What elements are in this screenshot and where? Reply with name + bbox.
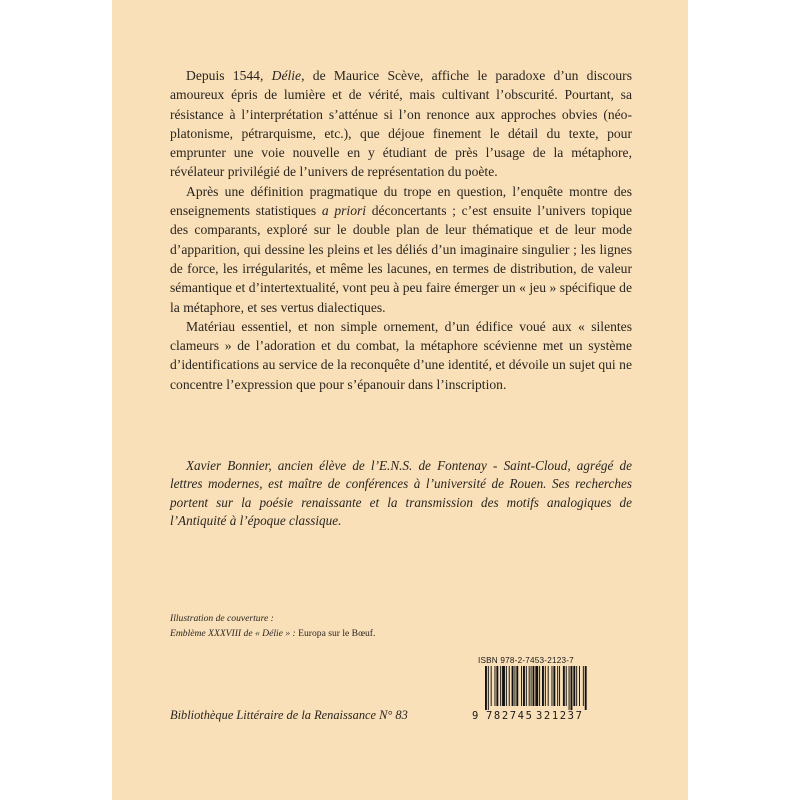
barcode-bar [535, 666, 538, 706]
abstract-paragraph-2: Après une définition pragmatique du trope en question, l’enquête montre des enseignements statistiques a priori déconcertants ; c’est ensuite l’univers topique des comparants, exploré sur le double plan de leur thématique et de leur mode d’apparition, qui dessine les pleins et les déliés d’un imaginaire singulier ; les lignes de force, les irrégularités, et même les lacunes, en termes de distribution, de valeur sémantique et d’intertextualité, vont peu à peu faire émerger un « jeu » spécifique de la métaphore, et ses vertus dialectiques. [170, 183, 632, 315]
cover-illustration-credit [170, 611, 490, 641]
barcode-bar [516, 666, 518, 706]
barcode-bar [542, 666, 544, 706]
series-title: Bibliothèque Littéraire de la Renaissance N° 83 [170, 708, 408, 722]
abstract-paragraph-1: Depuis 1544, Délie, de Maurice Scève, affiche le paradoxe d’un discours amoureux épris de lumière et de vérité, mais cultivant l’obscurité. Pourtant, sa résistance à l’interprétation s’atténue si l’on renonce aux approches obvies (néo-platonisme, pétrarquisme, etc.), que déjoue finement le détail du texte, pour emprunter une voie nouvelle en y étudiant de près l’usage de la métaphore, révélateur privilégié de l’univers de représentation du poète. [170, 68, 632, 180]
barcode-bar [502, 666, 505, 706]
barcode-bar [526, 666, 527, 706]
barcode-bar [566, 666, 567, 706]
barcode-bar [583, 666, 584, 706]
barcode-bar [531, 666, 532, 706]
illustration-heading: Illustration de couverture : [170, 613, 274, 624]
barcode-bar [512, 666, 514, 706]
barcode-bar [509, 666, 510, 706]
barcode-bar [529, 666, 530, 706]
a-priori-phrase: a priori [321, 203, 367, 219]
barcode-bar [485, 666, 487, 710]
barcode-bar [585, 666, 587, 710]
barcode-bar [552, 666, 553, 706]
barcode-bar [563, 666, 565, 706]
barcode-bar [553, 666, 555, 706]
barcode-bar [500, 666, 501, 706]
author-bio: Xavier Bonnier, ancien élève de l’E.N.S. de Fontenay - Saint-Cloud, agrégé de lettres modernes, est maître de conférences à l’université de Rouen. Ses recherches portent sur la poésie renaissante et la transmission des motifs analogiques de l’Antiquité à l’époque classique. [170, 458, 632, 529]
barcode-bar [533, 666, 535, 706]
barcode-bar [514, 666, 515, 706]
barcode-bar [573, 666, 575, 706]
book-abstract [170, 66, 632, 394]
barcode-bar [545, 666, 546, 706]
barcode-first-digit: 9 [472, 710, 479, 722]
barcode-bar [557, 666, 558, 706]
barcode [475, 666, 591, 712]
barcode-bar [576, 666, 577, 706]
barcode-bar [559, 666, 560, 706]
book-title-delie: Délie [271, 68, 302, 83]
barcode-bar [496, 666, 498, 706]
barcode-bar [571, 666, 573, 710]
barcode-bar [569, 666, 570, 710]
barcode-bar [521, 666, 522, 706]
barcode-digits-left: 782745 [486, 710, 534, 722]
abstract-paragraph-3: Matériau essentiel, et non simple ornement, d’un édifice voué aux « silentes clameurs » de l’adoration et du combat, la métaphore scévienne met un système d’identifications au service de la reconquête d’une identité, et dévoile un sujet qui ne concentre l’expression que pour s’épanouir dans l’inscription. [170, 318, 632, 392]
barcode-bar [488, 666, 489, 710]
barcode-bar [539, 666, 540, 706]
barcode-bar [506, 666, 507, 706]
barcode-bar [491, 666, 492, 706]
barcode-bar [495, 666, 496, 706]
barcode-bar [548, 666, 549, 706]
barcode-bar [523, 666, 525, 706]
barcode-bar [579, 666, 580, 706]
isbn-label: ISBN 978-2-7453-2123-7 [478, 656, 574, 665]
barcode-digits-right: 321237 [536, 710, 584, 722]
illustration-description: Emblème XXXVIII de « Délie » : Europa sur le Bœuf. [170, 628, 376, 639]
